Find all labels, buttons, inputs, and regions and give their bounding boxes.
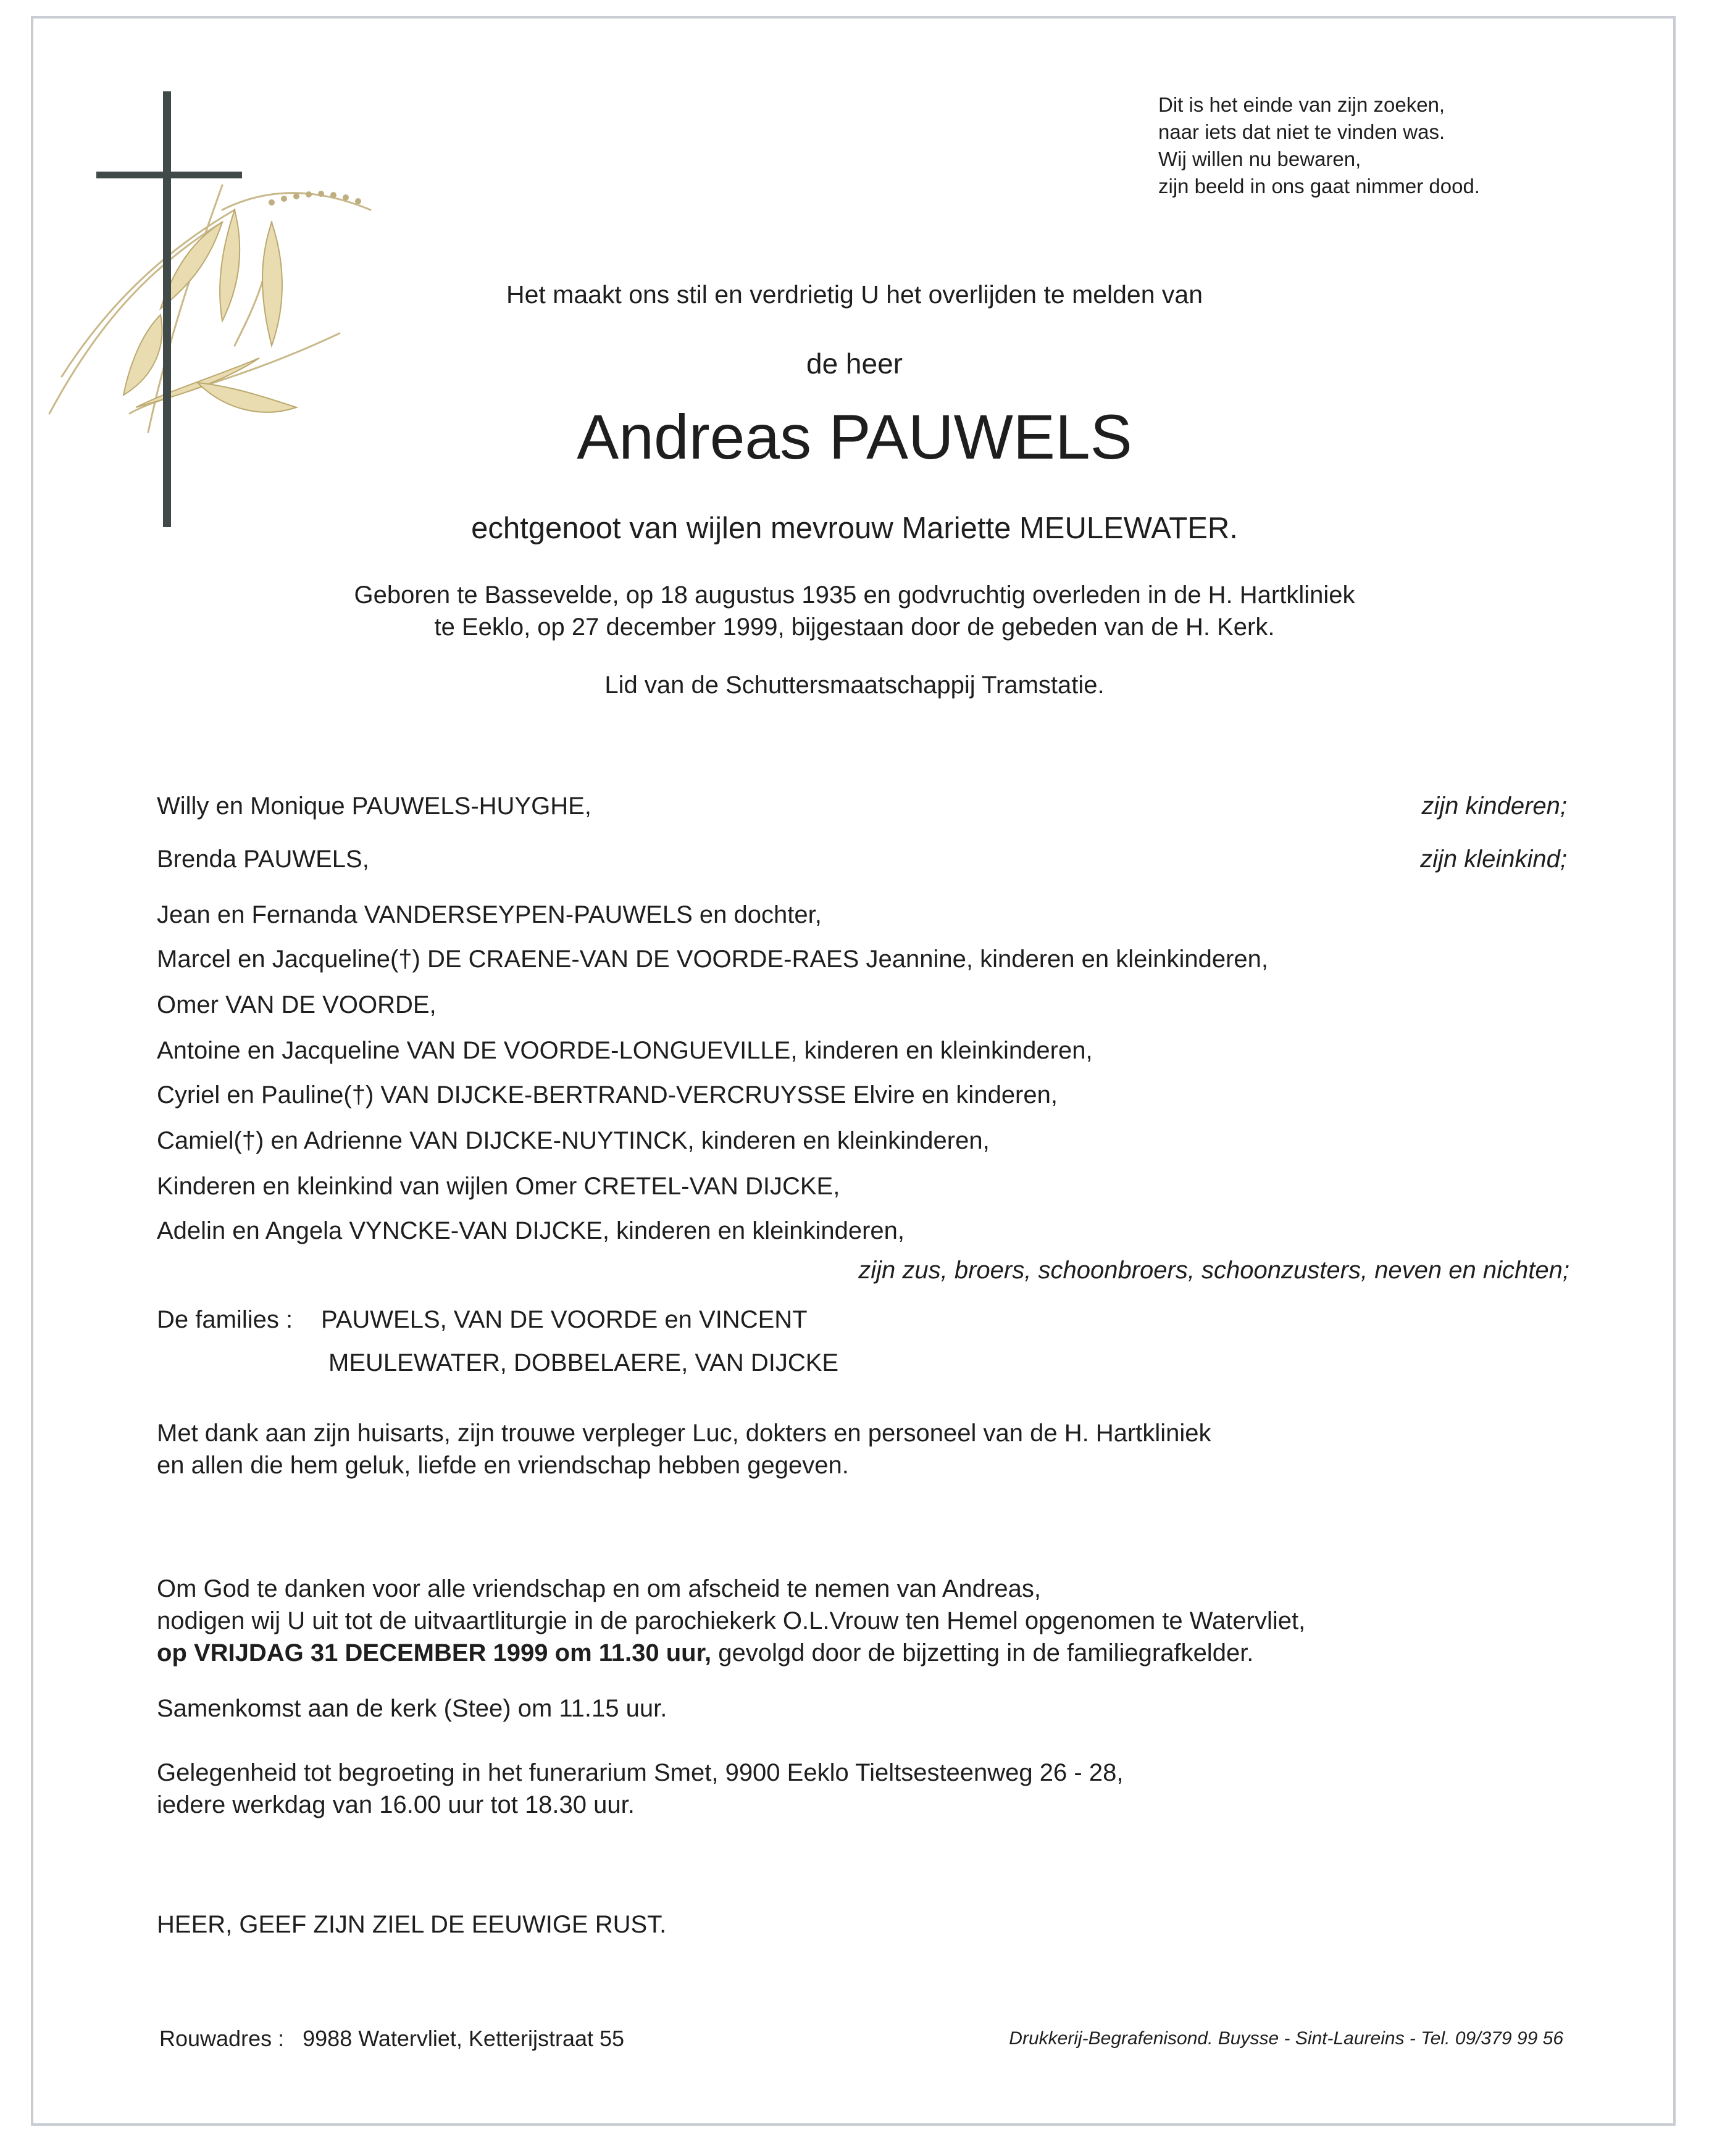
ceremony-paragraph bbox=[157, 1573, 1305, 1669]
ceremony-date: op VRIJDAG 31 DECEMBER 1999 om 11.30 uur, bbox=[157, 1639, 712, 1667]
families-label: De families : bbox=[157, 1306, 293, 1333]
family-sibling: Cyriel en Pauline(†) VAN DIJCKE-BERTRAND-VERCRUYSSE Elvire en kinderen, bbox=[157, 1081, 1058, 1109]
birth-line: Geboren te Bassevelde, op 18 augustus 1935 en godvruchtig overleden in de H. Hartkliniek bbox=[354, 581, 1355, 609]
family-sibling: Kinderen en kleinkind van wijlen Omer CRETEL-VAN DIJCKE, bbox=[157, 1173, 840, 1200]
families-line: MEULEWATER, DOBBELAERE, VAN DIJCKE bbox=[328, 1349, 839, 1376]
announcement-intro: Het maakt ons stil en verdrietig U het overlijden te melden van bbox=[506, 280, 1203, 309]
ceremony-date-line bbox=[157, 1637, 1305, 1669]
family-children: Willy en Monique PAUWELS-HUYGHE, bbox=[157, 793, 591, 820]
address-value: 9988 Watervliet, Ketterijstraat 55 bbox=[303, 2026, 625, 2051]
thanks-paragraph bbox=[157, 1417, 1211, 1481]
relation-grandchild: zijn kleinkind; bbox=[1420, 846, 1567, 873]
family-sibling: Adelin en Angela VYNCKE-VAN DIJCKE, kinderen en kleinkinderen, bbox=[157, 1217, 905, 1244]
family-sibling: Antoine en Jacqueline VAN DE VOORDE-LONGUEVILLE, kinderen en kleinkinderen, bbox=[157, 1037, 1093, 1064]
visitation-line: Gelegenheid tot begroeting in het funerarium Smet, 9900 Eeklo Tieltsesteenweg 26 - 28, bbox=[157, 1759, 1124, 1786]
death-line: te Eeklo, op 27 december 1999, bijgestaan door de gebeden van de H. Kerk. bbox=[434, 614, 1275, 641]
poem bbox=[1158, 91, 1480, 200]
relation-siblings: zijn zus, broers, schoonbroers, schoonzusters, neven en nichten; bbox=[858, 1257, 1569, 1284]
honorific: de heer bbox=[806, 348, 903, 380]
poem-line: Dit is het einde van zijn zoeken, bbox=[1158, 93, 1445, 116]
printer-credit: Drukkerij-Begrafenisond. Buysse - Sint-Laureins - Tel. 09/379 99 56 bbox=[1009, 2028, 1563, 2049]
ceremony-line: nodigen wij U uit tot de uitvaartliturgie in de parochiekerk O.L.Vrouw ten Hemel opgenomen te Watervliet, bbox=[157, 1607, 1306, 1634]
families-line: PAUWELS, VAN DE VOORDE en VINCENT bbox=[321, 1306, 808, 1333]
thanks-line: Met dank aan zijn huisarts, zijn trouwe verpleger Luc, dokters en personeel van de H. Hartkliniek bbox=[157, 1420, 1211, 1447]
poem-line: naar iets dat niet te vinden was. bbox=[1158, 120, 1445, 143]
mourning-address bbox=[159, 2026, 624, 2052]
family-sibling: Marcel en Jacqueline(†) DE CRAENE-VAN DE VOORDE-RAES Jeannine, kinderen en kleinkinderen, bbox=[157, 946, 1269, 973]
family-sibling: Omer VAN DE VOORDE, bbox=[157, 991, 437, 1018]
deceased-name: Andreas PAUWELS bbox=[577, 402, 1132, 472]
closing-prayer: HEER, GEEF ZIJN ZIEL DE EEUWIGE RUST. bbox=[157, 1911, 667, 1938]
family-sibling: Camiel(†) en Adrienne VAN DIJCKE-NUYTINCK, kinderen en kleinkinderen, bbox=[157, 1127, 990, 1154]
family-sibling: Jean en Fernanda VANDERSEYPEN-PAUWELS en dochter, bbox=[157, 901, 822, 928]
relation-children: zijn kinderen; bbox=[1421, 793, 1567, 820]
poem-line: zijn beeld in ons gaat nimmer dood. bbox=[1158, 175, 1480, 198]
birth-death-details bbox=[0, 579, 1709, 643]
thanks-line: en allen die hem geluk, liefde en vriendschap hebben gegeven. bbox=[157, 1452, 849, 1479]
visitation-paragraph bbox=[157, 1757, 1123, 1821]
poem-line: Wij willen nu bewaren, bbox=[1158, 148, 1361, 170]
spouse-line: echtgenoot van wijlen mevrouw Mariette MEULEWATER. bbox=[471, 512, 1238, 545]
gathering-line: Samenkomst aan de kerk (Stee) om 11.15 uur. bbox=[157, 1695, 667, 1722]
address-label: Rouwadres : bbox=[159, 2026, 285, 2051]
family-grandchild: Brenda PAUWELS, bbox=[157, 846, 369, 873]
cross-with-wheat-icon bbox=[37, 86, 407, 543]
ceremony-line-rest: gevolgd door de bijzetting in de familiegrafkelder. bbox=[711, 1639, 1254, 1667]
membership-line: Lid van de Schuttersmaatschappij Tramstatie. bbox=[604, 672, 1105, 699]
ceremony-line: Om God te danken voor alle vriendschap en om afscheid te nemen van Andreas, bbox=[157, 1575, 1041, 1602]
visitation-line: iedere werkdag van 16.00 uur tot 18.30 uur. bbox=[157, 1791, 635, 1818]
